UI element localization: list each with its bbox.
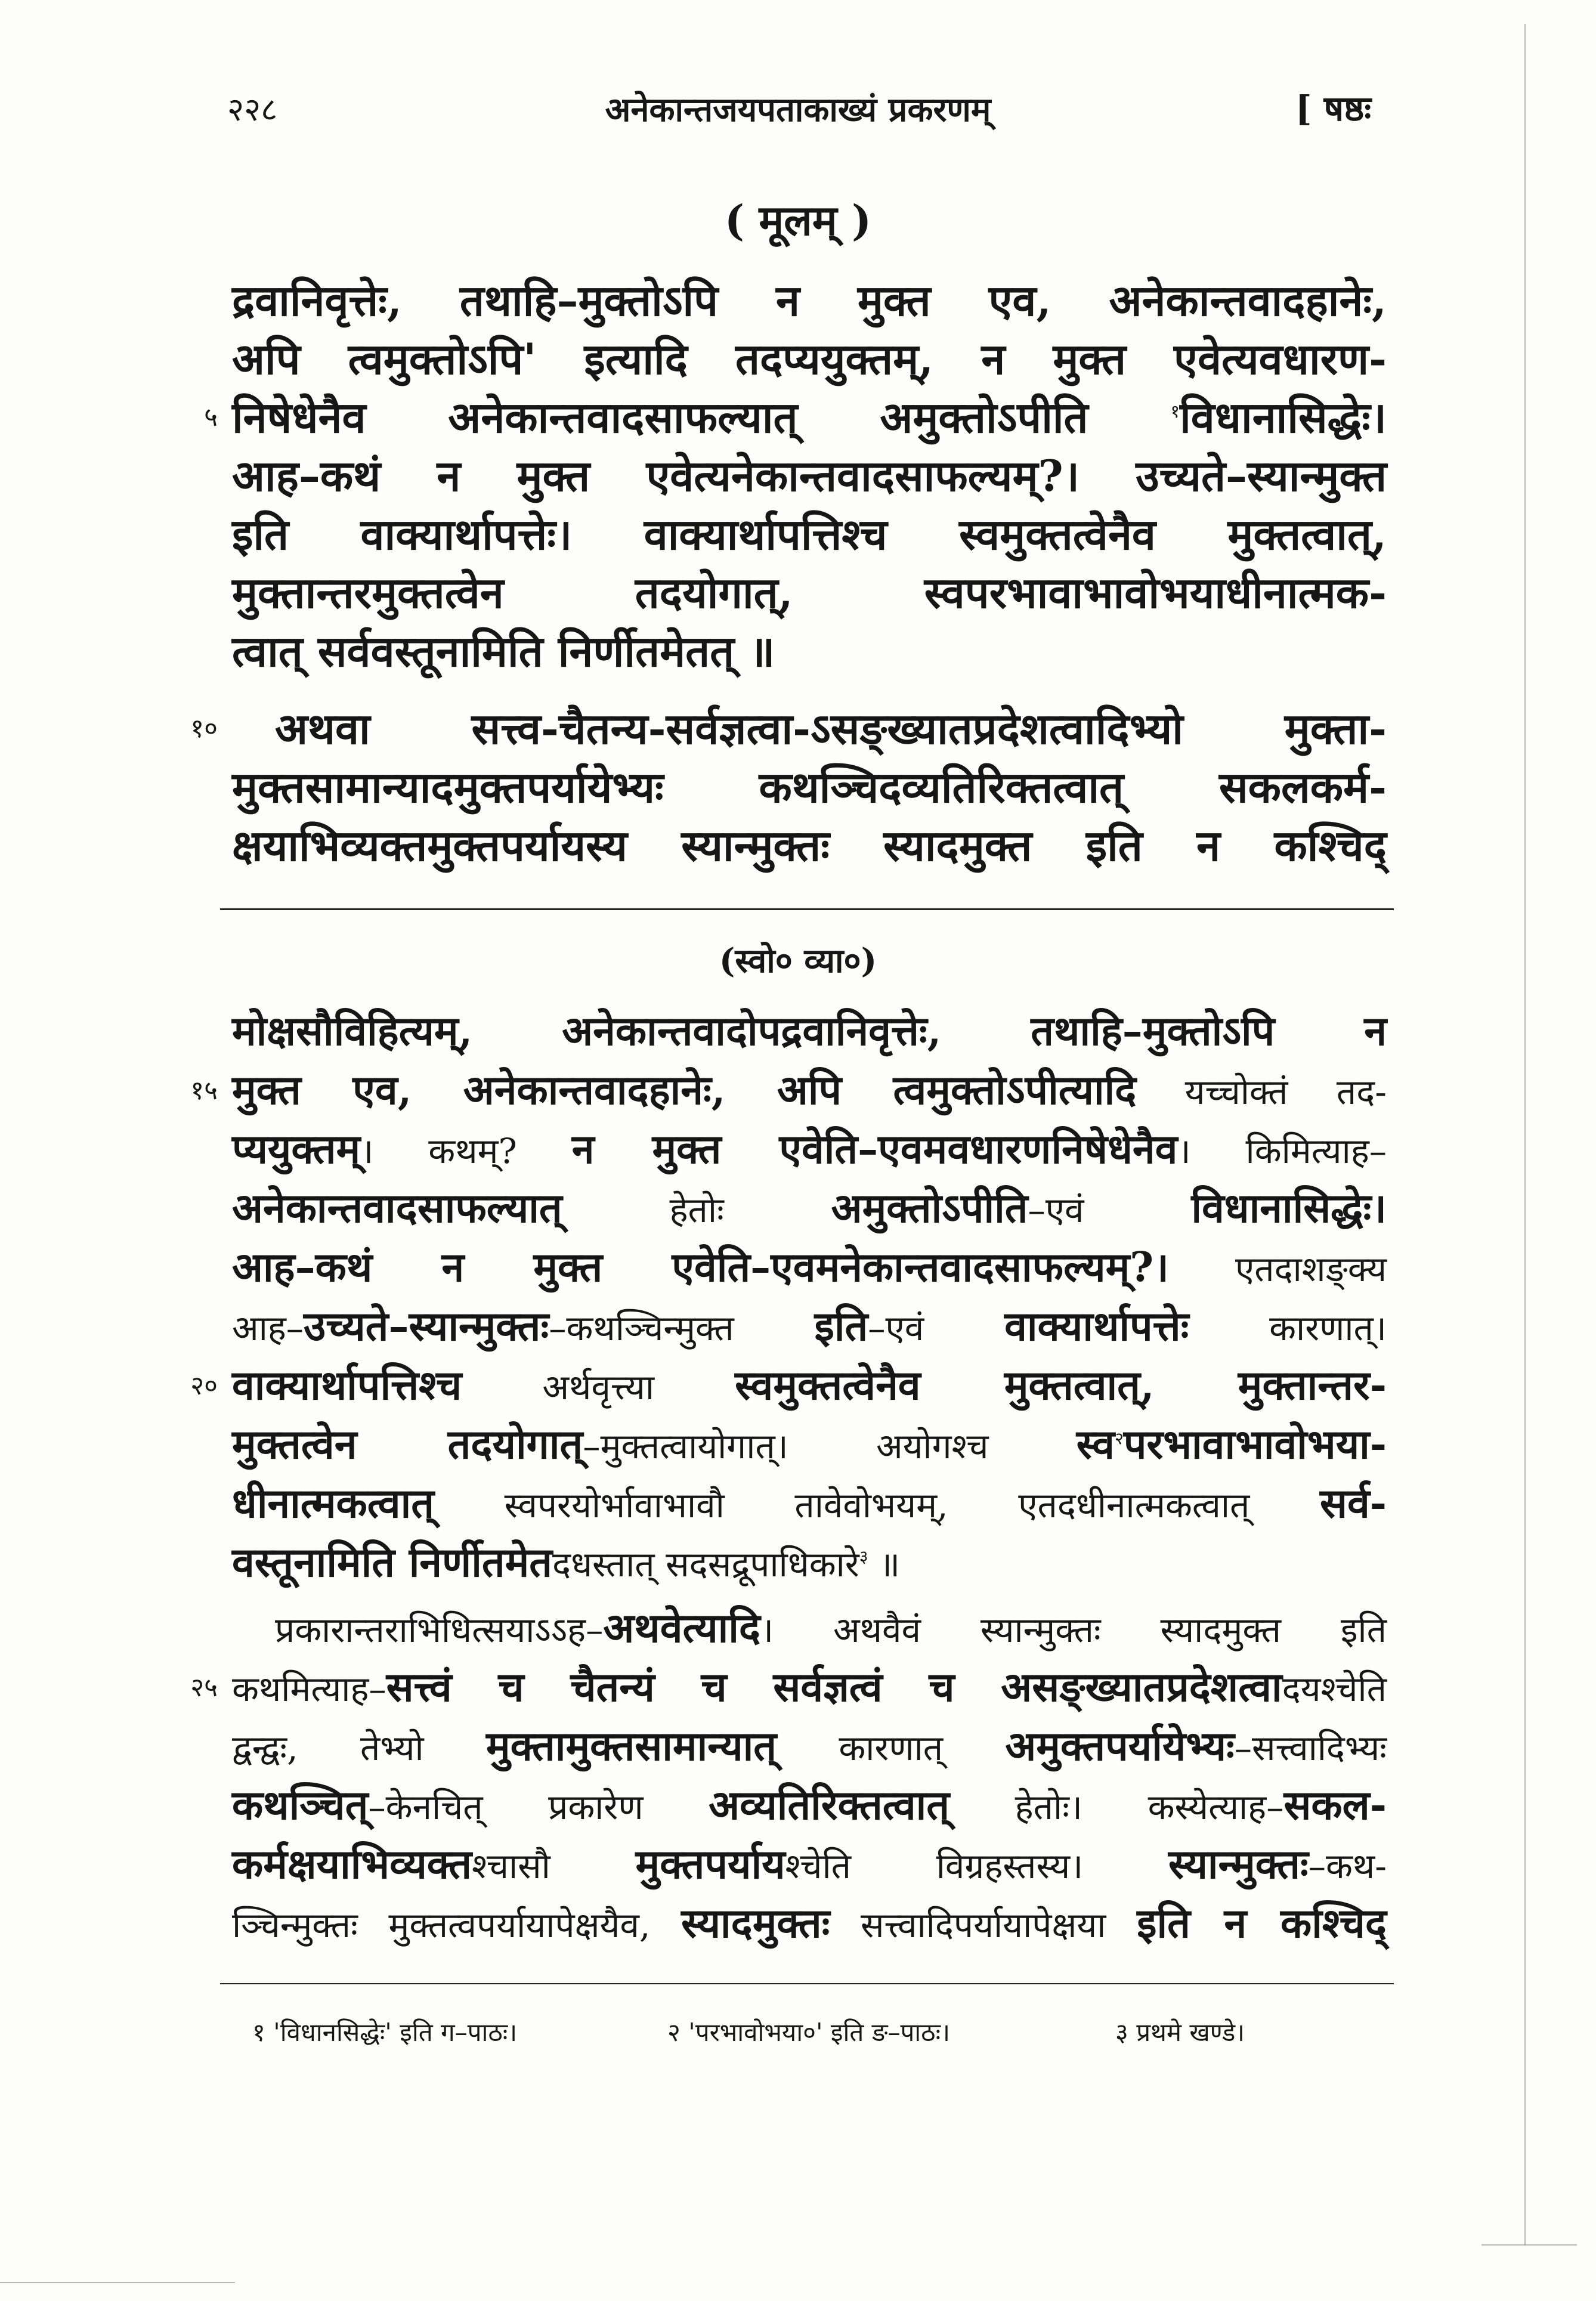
text-line (190, 700, 1387, 758)
text-segment: आह– (232, 1308, 304, 1349)
mula-paragraph-2 (190, 700, 1387, 875)
footnote-2: २ 'परभावोभया०' इति ङ–पाठः। (667, 2018, 950, 2047)
text-segment: आह–कथं न मुक्त एवेति–एवमनेकान्तवादसाफल्यम्?। (232, 1244, 1169, 1291)
text-line (232, 1002, 1387, 1061)
scan-edge-line (1481, 2244, 1577, 2246)
text-segment: अनेकान्तवादसाफल्यात् (232, 1184, 562, 1232)
text-segment: दयश्चेति (1282, 1669, 1387, 1709)
footnotes (0, 2015, 1596, 2051)
text-segment: सत्त्वं च चैतन्यं च सर्वज्ञत्वं च असङ्ख्यातप्रदेशत्वा (386, 1663, 1282, 1711)
running-title: अनेकान्तजयपताकाख्यं प्रकरणम् (605, 90, 991, 129)
text-line (232, 564, 1387, 622)
text-segment: स्व (1076, 1421, 1115, 1468)
text-line (190, 1061, 1387, 1120)
footnote-1: १ 'विधानसिद्धेः' इति ग–पाठः। (252, 2018, 518, 2047)
text-line (190, 1658, 1387, 1717)
footnote-marker: २ (1114, 1428, 1124, 1449)
text-line (232, 447, 1387, 505)
text-segment: परभावाभावोभया- (1123, 1421, 1387, 1468)
text-line (232, 758, 1387, 817)
text-line (232, 1474, 1387, 1533)
line-number: २५ (190, 1672, 218, 1703)
text-segment: कथञ्चित् (232, 1782, 369, 1829)
text-segment: हेतोः (562, 1190, 831, 1230)
footnote-3: ३ प्रथमे खण्डे। (1115, 2018, 1245, 2047)
mula-paragraph-1 (204, 271, 1387, 681)
text-line (232, 505, 1387, 564)
text-segment: मोक्षसौविहित्यम्, अनेकान्तवादोपद्रवानिवृत्तेः, तथाहि–मुक्तोऽपि न (232, 1007, 1387, 1055)
text-segment: ॥ (868, 1544, 901, 1585)
text-segment: मुक्तसामान्यादमुक्तपर्यायेभ्यः कथञ्चिदव्यतिरिक्तत्वात् सकलकर्म- (232, 762, 1387, 812)
text-line (232, 1599, 1387, 1658)
text-line (232, 1415, 1387, 1474)
text-segment: मुक्तत्वेन तदयोगात् (232, 1421, 583, 1468)
page-number: २२८ (227, 91, 278, 128)
text-segment: मुक्तामुक्तसामान्यात् (485, 1722, 777, 1770)
text-segment: मुक्त एव, अनेकान्तवादहानेः, अपि त्वमुक्तोऽपीत्यादि (232, 1066, 1137, 1114)
text-line (232, 1835, 1387, 1894)
text-segment: –सत्त्वादिभ्यः (1234, 1728, 1387, 1768)
text-segment: अमुक्तोऽपीति (831, 1184, 1028, 1232)
footnote-marker: १ (1170, 401, 1180, 422)
text-segment: इति न कश्चिद् (1137, 1900, 1387, 1947)
text-line (232, 1894, 1387, 1953)
text-segment: यच्चोक्तं तद- (1136, 1072, 1387, 1112)
text-segment: –केनचित् प्रकारेण (368, 1787, 709, 1827)
text-segment: –मुक्तत्वायोगात्। अयोगश्च (583, 1426, 1077, 1467)
text-segment: सत्त्वादिपर्यायापेक्षया (830, 1905, 1137, 1946)
text-segment: धीनात्मकत्वात् (232, 1480, 434, 1527)
text-segment: सर्व- (1320, 1480, 1387, 1527)
text-segment: अव्यतिरिक्तत्वात् (709, 1782, 950, 1829)
text-segment: अथवेत्यादि (603, 1604, 761, 1652)
text-segment: उच्यते–स्यान्मुक्तः (304, 1303, 549, 1350)
text-segment: अपि त्वमुक्तोऽपि' इत्यादि तदप्ययुक्तम्, न मुक्त एवेत्यवधारण- (232, 333, 1387, 384)
text-segment: विधानासिद्धेः। (1180, 392, 1387, 443)
line-number: २० (190, 1371, 218, 1401)
text-segment: –एवं (868, 1308, 1005, 1349)
text-segment: स्यादमुक्तः (681, 1900, 830, 1947)
text-segment: –कथञ्चिन्मुक्त (549, 1308, 815, 1349)
text-segment: कर्मक्षयाभिव्यक्त (232, 1841, 472, 1888)
text-line (232, 1533, 1387, 1592)
text-segment: दधस्तात् सदसद्रूपाधिकारे (552, 1544, 859, 1585)
text-segment: त्वात् सर्ववस्तूनामिति निर्णीतमेतत् ॥ (232, 626, 775, 676)
text-segment: हेतोः। कस्येत्याह– (949, 1787, 1284, 1827)
text-segment: वस्तूनामिति निर्णीतमेत (232, 1539, 553, 1586)
text-segment: श्चेति विग्रहस्तस्य। (785, 1846, 1168, 1886)
text-segment: । कथम्? (360, 1131, 572, 1171)
text-segment: कारणात् (777, 1728, 1006, 1768)
commentary-heading: (स्वो० व्या०) (719, 941, 877, 981)
text-segment: आह–कथं न मुक्त एवेत्यनेकान्तवादसाफल्यम्?। उच्यते–स्यान्मुक्त (232, 450, 1387, 501)
text-segment: द्वन्द्वः, तेभ्यो (232, 1728, 486, 1768)
text-line (204, 388, 1387, 447)
commentary-paragraph-1 (190, 1002, 1387, 1592)
scan-edge-line (1524, 24, 1526, 2246)
text-segment: विधानासिद्धेः। (1191, 1184, 1387, 1232)
text-segment: मुक्तान्तरमुक्तत्वेन तदयोगात्, स्वपरभावाभावोभयाधीनात्मक- (232, 567, 1387, 618)
line-number: १५ (190, 1075, 218, 1106)
scan-edge-line (0, 2282, 235, 2283)
footnote-marker: ३ (859, 1546, 868, 1567)
mula-heading: ( मूलम् ) (724, 196, 872, 245)
text-segment: इति वाक्यार्थापत्तेः। वाक्यार्थापत्तिश्च स्वमुक्तत्वेनैव मुक्तत्वात्, (232, 509, 1387, 559)
text-segment: अथवा सत्त्व-चैतन्य-सर्वज्ञत्वा-ऽसङ्ख्यातप्रदेशत्वादिभ्यो मुक्ता- (275, 703, 1387, 754)
text-line (232, 1776, 1387, 1835)
footnote-divider (220, 1983, 1394, 1984)
text-segment: एतदाशङ्क्य (1168, 1249, 1387, 1289)
text-segment: क्षयाभिव्यक्तमुक्तपर्यायस्य स्यान्मुक्तः स्यादमुक्त इति न कश्चिद् (232, 820, 1387, 871)
text-segment: सकल- (1283, 1782, 1387, 1829)
section-label: [ षष्ठः (1295, 88, 1372, 129)
text-segment: । किमित्याह– (1177, 1131, 1387, 1171)
text-line (232, 817, 1387, 875)
text-line (232, 1179, 1387, 1238)
text-line (232, 1120, 1387, 1179)
text-segment: न मुक्त एवेति–एवमवधारणनिषेधेनैव (571, 1125, 1178, 1173)
text-segment: ञ्चिन्मुक्तः मुक्तत्वपर्यायापेक्षयैव, (232, 1905, 682, 1946)
text-line (232, 622, 1387, 681)
line-number: ५ (204, 402, 218, 432)
text-segment: कथमित्याह– (232, 1669, 386, 1709)
text-segment: मुक्तपर्याय (635, 1841, 785, 1888)
text-segment: –एवं (1028, 1190, 1192, 1230)
text-line (190, 1356, 1387, 1415)
text-segment: वाक्यार्थापत्तिश्च (232, 1362, 462, 1409)
text-line (232, 1297, 1387, 1356)
text-line (232, 271, 1387, 330)
text-segment: स्यान्मुक्तः (1168, 1841, 1309, 1888)
text-line (232, 330, 1387, 388)
text-segment: स्वमुक्तत्वेनैव मुक्तत्वात्, मुक्तान्तर- (735, 1362, 1387, 1409)
line-number: १० (190, 713, 218, 744)
text-segment: वाक्यार्थापत्तेः (1004, 1303, 1189, 1350)
text-segment: श्चासौ (472, 1846, 636, 1886)
text-segment: कारणात्। (1189, 1308, 1387, 1349)
text-segment: अर्थवृत्त्या (462, 1367, 735, 1408)
text-segment: प्ययुक्तम् (232, 1125, 361, 1173)
text-segment: प्रकारान्तराभिधित्सयाऽऽह– (275, 1610, 604, 1650)
text-segment: अमुक्तपर्यायेभ्यः (1005, 1722, 1235, 1770)
commentary-paragraph-2 (190, 1599, 1387, 1953)
text-line (232, 1717, 1387, 1776)
text-segment: । अथवैवं स्यान्मुक्तः स्यादमुक्त इति (760, 1610, 1387, 1650)
text-segment: द्रवानिवृत्तेः, तथाहि–मुक्तोऽपि न मुक्त एव, अनेकान्तवादहानेः, (232, 275, 1387, 326)
text-segment: –कथ- (1308, 1846, 1387, 1886)
text-segment: स्वपरयोर्भावाभावौ तावेवोभयम्, एतदधीनात्मकत्वात् (434, 1485, 1320, 1526)
text-segment: इति (814, 1303, 868, 1350)
section-divider (220, 908, 1394, 910)
text-line (232, 1238, 1387, 1297)
text-segment: निषेधेनैव अनेकान्तवादसाफल्यात् अमुक्तोऽपीति (232, 392, 1171, 443)
